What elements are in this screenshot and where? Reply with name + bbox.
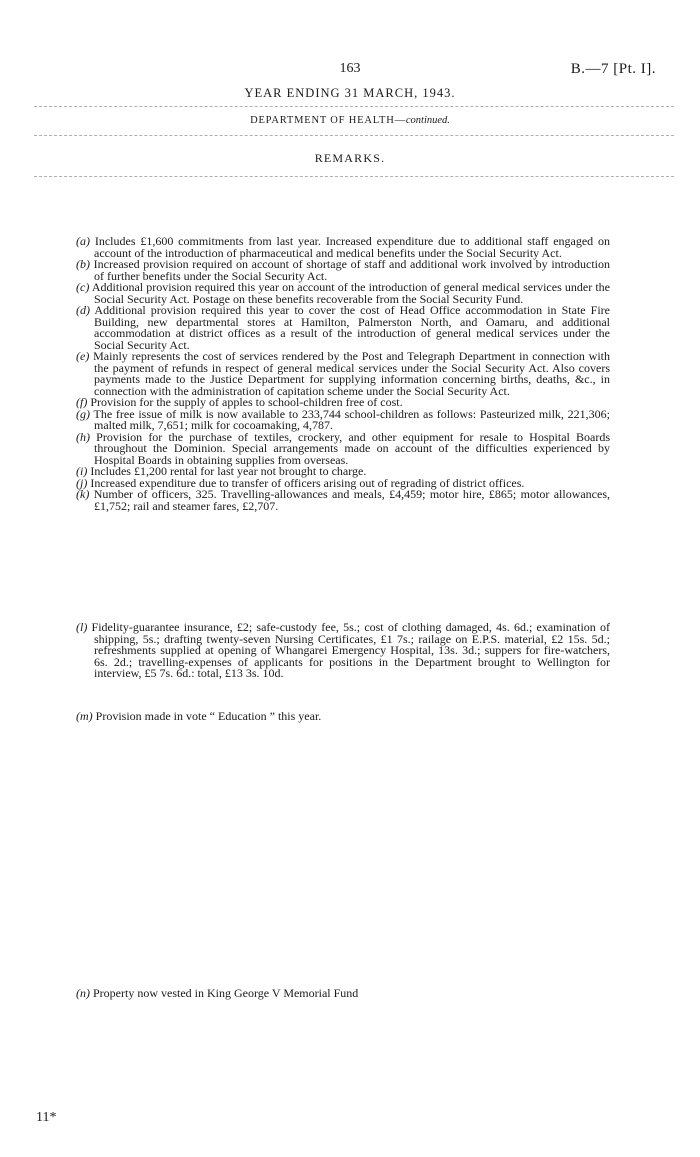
remark-item: (f) Provision for the supply of apples to school-children free of cost. <box>76 395 403 409</box>
remark-item: (i) Includes £1,200 rental for last year not brought to charge. <box>76 464 367 478</box>
remark-n: (n) Property now vested in King George V Memorial Fund <box>76 986 359 1000</box>
remark-l: (l) Fidelity-guarantee insurance, £2; safe-custody fee, 5s.; cost of clothing damaged, 4s. 6d.; examination of shipping, 5s.; drafting twenty-seven Nursing Certificates, £1 7s.; railage on E.P.S. material, £2 15s. 5d.; refreshments supplied at opening of Whangarei Emergency Hospital, 13s. 3d.; suppers for fire-watchers, 6s. 2d.; travelling-expenses of applicants for positions in the Department brought to Wellington for interview, £5 7s. 6d.: total, £13 3s. 10d. <box>76 620 611 680</box>
year-heading: YEAR ENDING 31 MARCH, 1943. <box>244 86 456 100</box>
remark-item: (c) Additional provision required this year on account of the introduction of general medical services under the Social Security Act. Postage on these benefits recoverable from the Social Security Fund. <box>76 280 611 306</box>
remark-item: (k) Number of officers, 325. Travelling-allowances and meals, £4,459; motor hire, £865; motor allowances, £1,752; rail and steamer fares, £2,707. <box>76 487 611 513</box>
remark-item: (h) Provision for the purchase of textiles, crockery, and other equipment for resale to Hospital Boards throughout the Dominion. Special arrangements made on account of the difficulties experienced by Hospital Boards in obtaining supplies from overseas. <box>76 429 610 467</box>
divider-rule <box>34 176 674 177</box>
divider-rule <box>34 135 674 136</box>
remark-item: (b) Increased provision required on account of shortage of staff and additional work involved by introduction of further benefits under the Social Security Act. <box>76 257 610 283</box>
department-heading: DEPARTMENT OF HEALTH—continued. <box>250 115 450 126</box>
remark-item: (g) The free issue of milk is now available to 233,744 school-children as follows: Pasteurized milk, 221,306; malted milk, 7,651; milk for cocoamaking, 4,787. <box>76 406 610 432</box>
remark-item: (d) Additional provision required this year to cover the cost of Head Office accommodation in State Fire Building, new departmental stores at Hamilton, Palmerston North, and Oamaru, and additional accommodation at district offices as a result of the introduction of general medical services under the Social Security Act. <box>76 303 610 352</box>
document-reference: B.—7 [Pt. I]. <box>570 61 656 77</box>
page-signature: 11* <box>36 1110 57 1125</box>
section-heading: REMARKS. <box>314 151 386 165</box>
page-number: 163 <box>339 61 361 76</box>
remark-item: (e) Mainly represents the cost of services rendered by the Post and Telegraph Department in connection with the payment of refunds in respect of general medical services under the Social Security Act. Also covers payments made to the Justice Department for supplying information concerning births, deaths, &c., in connection with the administration of capitation scheme under the Social Security Act. <box>76 349 611 398</box>
remarks-list <box>76 236 610 512</box>
remark-item: (j) Increased expenditure due to transfer of officers arising out of regrading of district offices. <box>76 475 525 490</box>
divider-rule <box>34 106 674 107</box>
remark-m: (m) Provision made in vote “ Education ” this year. <box>76 709 322 723</box>
remark-item: (a) Includes £1,600 commitments from last year. Increased expenditure due to additional staff engaged on account of the introduction of pharmaceutical and medical benefits under the Social Security Act. <box>76 234 611 260</box>
